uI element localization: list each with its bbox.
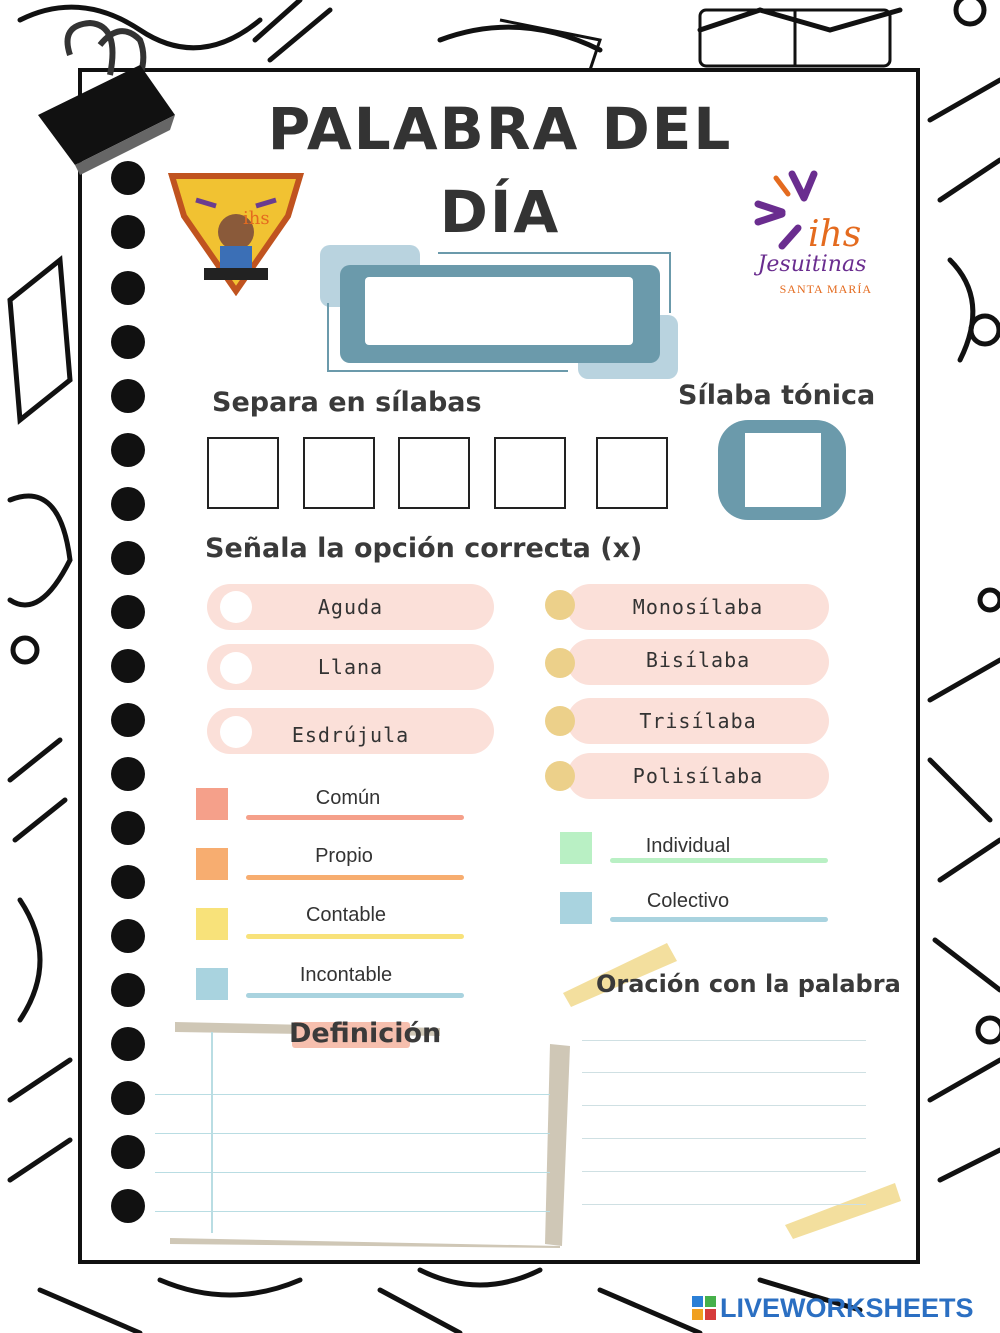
- sentence-line-5[interactable]: [582, 1171, 866, 1172]
- syllable-box-1[interactable]: [207, 437, 279, 509]
- checkbox-individual[interactable]: [560, 832, 592, 864]
- label-incontable: Incontable: [299, 964, 393, 986]
- radio-bisilaba[interactable]: [545, 648, 575, 678]
- superhero-class-logo: [168, 166, 304, 296]
- option-label: Esdrújula: [291, 723, 410, 747]
- page-title-line2: DÍA: [439, 178, 561, 246]
- radio-esdrujula[interactable]: [220, 716, 252, 748]
- definition-line-2[interactable]: [155, 1133, 550, 1134]
- page-title-line1: PALABRA DEL: [267, 95, 733, 163]
- radio-monosilaba[interactable]: [545, 590, 575, 620]
- definition-line-4[interactable]: [155, 1211, 550, 1212]
- tonic-box[interactable]: [745, 433, 821, 507]
- syllable-box-5[interactable]: [596, 437, 668, 509]
- brand-place: SANTA MARÍA: [779, 282, 872, 296]
- label-contable: Contable: [305, 904, 387, 926]
- liveworksheets-logo-icon: [690, 1294, 720, 1322]
- checkbox-propio[interactable]: [196, 848, 228, 880]
- label-propio: Propio: [315, 845, 373, 867]
- word-input[interactable]: [365, 277, 633, 345]
- option-label: Polisílaba: [632, 764, 764, 788]
- option-label: Trisílaba: [639, 709, 757, 733]
- underline-individual: [610, 858, 828, 863]
- definition-heading: Definición: [289, 1018, 442, 1049]
- checkbox-incontable[interactable]: [196, 968, 228, 1000]
- option-label: Aguda: [317, 595, 384, 619]
- radio-llana[interactable]: [220, 652, 252, 684]
- option-bisilaba[interactable]: [567, 639, 829, 685]
- radio-aguda[interactable]: [220, 591, 252, 623]
- sentence-line-1[interactable]: [582, 1040, 866, 1041]
- underline-colectivo: [610, 917, 828, 922]
- underline-incontable: [246, 993, 464, 998]
- liveworksheets-watermark: LIVEWORKSHEETS: [720, 1293, 974, 1323]
- sentence-line-6[interactable]: [582, 1204, 866, 1205]
- choose-heading: Señala la opción correcta (x): [205, 533, 643, 564]
- definition-line-1[interactable]: [155, 1094, 550, 1095]
- brand-name: Jesuitinas: [757, 252, 867, 277]
- binder-clip-icon: [30, 15, 190, 175]
- option-monosilaba[interactable]: [567, 584, 829, 630]
- logo-left-mark: ihs: [243, 208, 270, 229]
- label-individual: Individual: [645, 835, 731, 857]
- tonic-heading: Sílaba tónica: [678, 380, 876, 411]
- option-label: Monosílaba: [632, 595, 764, 619]
- syllable-box-3[interactable]: [398, 437, 470, 509]
- checkbox-comun[interactable]: [196, 788, 228, 820]
- label-colectivo: Colectivo: [646, 890, 730, 912]
- syllable-box-4[interactable]: [494, 437, 566, 509]
- underline-comun: [246, 815, 464, 820]
- definition-line-3[interactable]: [155, 1172, 550, 1173]
- sentence-line-2[interactable]: [582, 1072, 866, 1073]
- checkbox-contable[interactable]: [196, 908, 228, 940]
- sentence-line-4[interactable]: [582, 1138, 866, 1139]
- checkbox-colectivo[interactable]: [560, 892, 592, 924]
- syllables-heading: Separa en sílabas: [212, 387, 482, 418]
- underline-contable: [246, 934, 464, 939]
- label-comun: Común: [315, 787, 381, 809]
- syllable-box-2[interactable]: [303, 437, 375, 509]
- radio-trisilaba[interactable]: [545, 706, 575, 736]
- option-trisilaba[interactable]: [567, 698, 829, 744]
- underline-propio: [246, 875, 464, 880]
- radio-polisilaba[interactable]: [545, 761, 575, 791]
- sentence-heading: Oración con la palabra: [596, 970, 901, 998]
- option-label: Llana: [317, 655, 384, 679]
- option-polisilaba[interactable]: [567, 753, 829, 799]
- sentence-line-3[interactable]: [582, 1105, 866, 1106]
- option-label: Bisílaba: [645, 648, 751, 672]
- logo-right-mark: ihs: [808, 214, 862, 255]
